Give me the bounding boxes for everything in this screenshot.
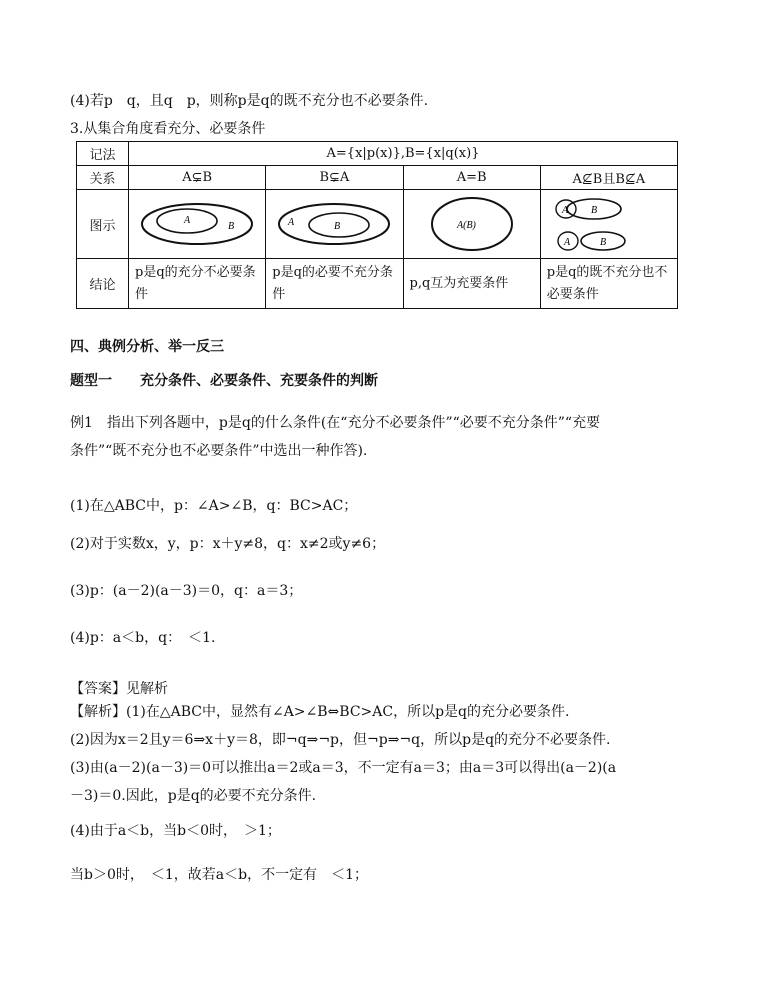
label-a: A xyxy=(288,217,295,228)
relation-1: A⊊B xyxy=(129,166,266,190)
line-condition-4: (4)若p q，且q p，则称p是q的既不充分也不必要条件. xyxy=(70,93,429,109)
question-type-heading: 题型一 充分条件、必要条件、充要条件的判断 xyxy=(70,373,378,389)
example-1-line-1: 例1 指出下列各题中，p是q的什么条件(在“充分不必要条件”“必要不充分条件”“充要 xyxy=(70,415,601,431)
analysis-4-line-1: (4)由于a＜b，当b＜0时， ＞1； xyxy=(70,823,281,839)
notation-content: A={x|p(x)},B={x|q(x)} xyxy=(129,142,678,166)
section-heading-examples: 四、典例分析、举一反三 xyxy=(70,339,224,355)
label-a: A xyxy=(184,215,191,226)
analysis-2: (2)因为x＝2且y＝6⇒x＋y＝8，即¬q⇒¬p，但¬p⇒¬q，所以p是q的充分不必要条件. xyxy=(70,732,611,748)
question-3: (3)p：(a－2)(a－3)＝0，q：a＝3； xyxy=(70,583,303,599)
analysis-1: 【解析】(1)在△ABC中，显然有∠A>∠B⇔BC>AC，所以p是q的充分必要条件. xyxy=(70,704,570,720)
label-a: A xyxy=(563,237,570,248)
condition-table xyxy=(76,141,678,309)
label-b: B xyxy=(334,221,341,232)
conclusion-1: p是q的充分不必要条件 xyxy=(129,259,266,309)
row-head-conclusion: 结论 xyxy=(77,259,129,309)
answer-line: 【答案】见解析 xyxy=(70,681,168,697)
row-head-diagram: 图示 xyxy=(77,190,129,259)
question-4: (4)p：a＜b，q： ＜1. xyxy=(70,630,216,646)
relation-2: B⊊A xyxy=(266,166,403,190)
label-a: A xyxy=(561,205,568,216)
diagram-neither xyxy=(540,190,677,259)
diagram-b-subset-a xyxy=(266,190,403,259)
row-head-notation: 记法 xyxy=(77,142,129,166)
relation-3: A=B xyxy=(403,166,540,190)
question-2: (2)对于实数x，y，p：x＋y≠8，q：x≠2或y≠6； xyxy=(70,536,386,552)
diagram-a-subset-b xyxy=(129,190,266,259)
section-heading-set-view: 3.从集合角度看充分、必要条件 xyxy=(70,121,266,137)
question-1: (1)在△ABC中，p：∠A>∠B，q：BC>AC； xyxy=(70,498,358,514)
label-ab: A(B) xyxy=(456,220,476,231)
label-b: B xyxy=(228,221,235,232)
conclusion-4: p是q的既不充分也不必要条件 xyxy=(540,259,677,309)
conclusion-2: p是q的必要不充分条件 xyxy=(266,259,403,309)
conclusion-3: p,q互为充要条件 xyxy=(403,259,540,309)
label-b: B xyxy=(599,237,606,248)
analysis-3-line-2: －3)＝0.因此，p是q的必要不充分条件. xyxy=(70,788,317,804)
diagram-a-equals-b xyxy=(403,190,540,259)
analysis-4-line-2: 当b＞0时， ＜1，故若a＜b，不一定有 ＜1； xyxy=(70,867,368,883)
row-head-relation: 关系 xyxy=(77,166,129,190)
analysis-3-line-1: (3)由(a－2)(a－3)＝0可以推出a＝2或a＝3，不一定有a＝3；由a＝3可以得出(a－2)(a xyxy=(70,760,617,776)
relation-4: A⊈B且B⊈A xyxy=(540,166,677,190)
label-b: B xyxy=(590,205,597,216)
example-1-line-2: 条件”“既不充分也不必要条件”中选出一种作答). xyxy=(70,443,368,459)
